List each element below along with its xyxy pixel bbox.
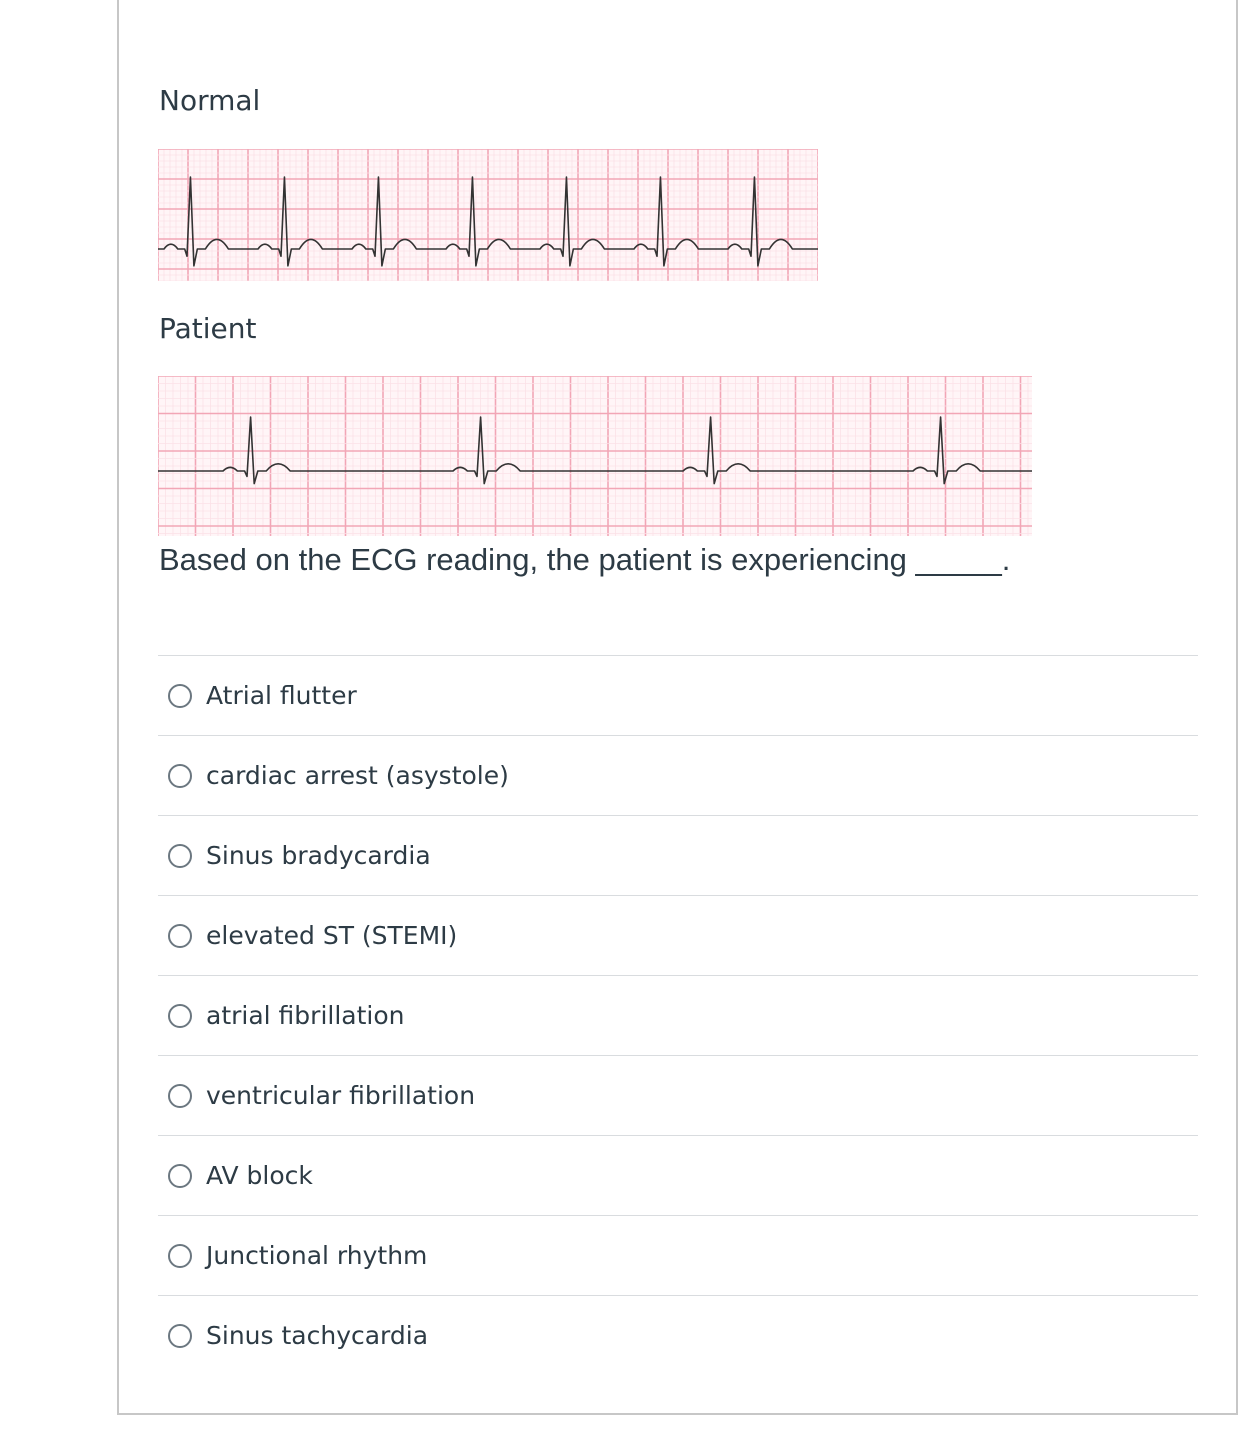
answer-label: AV block (206, 1161, 313, 1190)
answer-option[interactable] (158, 655, 1198, 735)
radio-button-icon[interactable] (168, 1084, 192, 1108)
answer-option[interactable] (158, 1295, 1198, 1375)
answer-label: Sinus bradycardia (206, 841, 431, 870)
radio-button-icon[interactable] (168, 684, 192, 708)
answer-label: elevated ST (STEMI) (206, 921, 458, 950)
answer-label: cardiac arrest (asystole) (206, 761, 509, 790)
answer-option[interactable] (158, 975, 1198, 1055)
radio-button-icon[interactable] (168, 1324, 192, 1348)
normal-ecg-strip (158, 149, 818, 281)
patient-ecg-label: Patient (159, 312, 257, 345)
answer-option[interactable] (158, 1055, 1198, 1135)
radio-button-icon[interactable] (168, 1004, 192, 1028)
answer-label: Atrial flutter (206, 681, 357, 710)
radio-button-icon[interactable] (168, 844, 192, 868)
patient-ecg-strip (158, 376, 1032, 536)
answer-option[interactable] (158, 815, 1198, 895)
ecg-paper-background (158, 376, 1032, 536)
answer-option[interactable] (158, 735, 1198, 815)
answer-option[interactable] (158, 1135, 1198, 1215)
answer-label: Junctional rhythm (206, 1241, 428, 1270)
answer-list (158, 655, 1198, 1375)
answer-label: Sinus tachycardia (206, 1321, 429, 1350)
normal-ecg-label: Normal (159, 84, 261, 117)
answer-label: ventricular fibrillation (206, 1081, 476, 1110)
radio-button-icon[interactable] (168, 924, 192, 948)
answer-label: atrial fibrillation (206, 1001, 405, 1030)
radio-button-icon[interactable] (168, 1244, 192, 1268)
answer-option[interactable] (158, 895, 1198, 975)
radio-button-icon[interactable] (168, 1164, 192, 1188)
radio-button-icon[interactable] (168, 764, 192, 788)
answer-option[interactable] (158, 1215, 1198, 1295)
question-text: Based on the ECG reading, the patient is experiencing _____. (159, 542, 1011, 577)
